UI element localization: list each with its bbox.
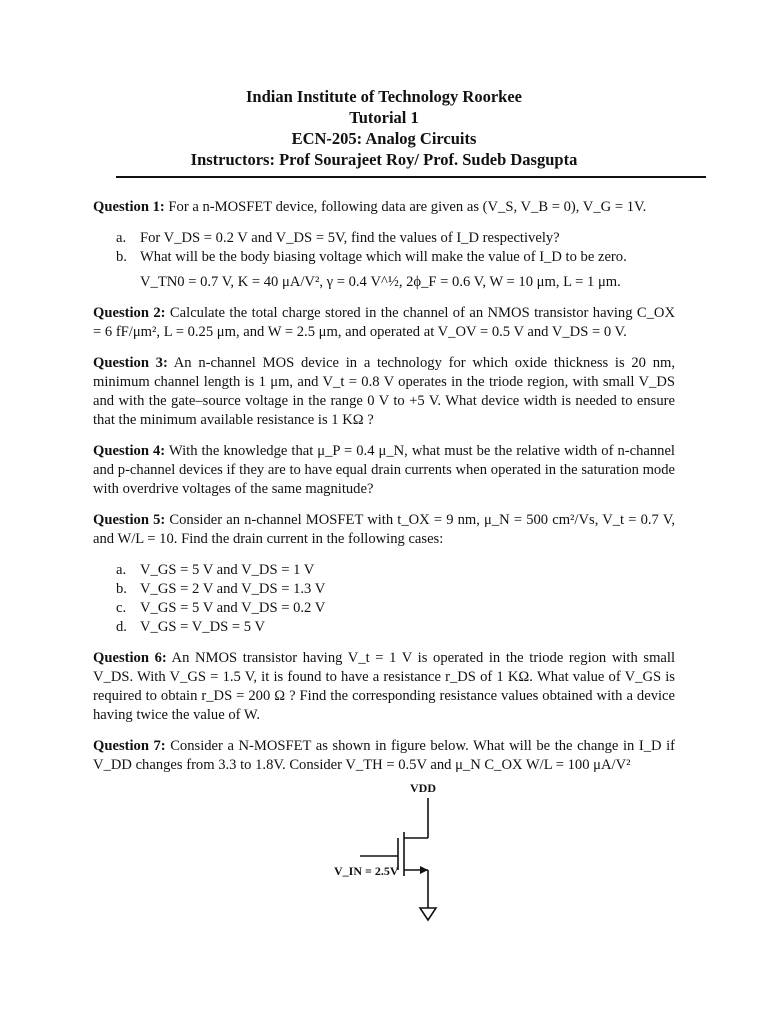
question-1 <box>93 198 675 217</box>
question-7-text: Consider a N-MOSFET as shown in figure below. What will be the change in I_D if V_DD changes from 3.3 to 1.8V. Consider V_TH = 0.5V and μ_N C_OX W/L = 100 μA/V² <box>93 738 675 773</box>
question-7-label: Question 7: <box>93 738 166 754</box>
question-7 <box>93 737 675 775</box>
question-2-text: Calculate the total charge stored in the channel of an NMOS transistor having C_OX = 6 fF/μm², L = 0.25 μm, and W = 2.5 μm, and operated at V_OV = 0.5 V and V_DS = 0 V. <box>93 305 676 340</box>
question-5-text: Consider an n-channel MOSFET with t_OX = 9 nm, μ_N = 500 cm²/Vs, V_t = 0.7 V, and W/L = 10. Find the drain current in the following cases: <box>93 512 675 547</box>
question-5 <box>93 511 675 549</box>
ground-icon <box>420 908 436 920</box>
question-4-label: Question 4: <box>93 443 166 459</box>
question-5-part-c: c. V_GS = 5 V and V_DS = 0.2 V <box>116 600 326 616</box>
question-2 <box>93 304 675 342</box>
question-3-text: An n-channel MOS device in a technology for which oxide thickness is 20 nm, minimum channel length is 1 μm, and V_t = 0.8 V operates in the triode region, with small V_DS and with the gate–source voltage in the range 0 V to +5 V. What device width is needed to ensure that the minimum available resistance is 1 KΩ ? <box>93 355 675 428</box>
question-5-part-d: d. V_GS = V_DS = 5 V <box>116 619 265 635</box>
question-6 <box>93 649 675 725</box>
question-2-label: Question 2: <box>93 305 166 321</box>
question-6-text: An NMOS transistor having V_t = 1 V is operated in the triode region with small V_DS. With V_GS = 1.5 V, it is found to have a resistance r_DS of 1 KΩ. What value of V_GS is required to obtain r_DS = 200 Ω ? Find the corresponding resistance values obtained with a device having twice the value of W. <box>93 650 676 723</box>
course-title: ECN-205: Analog Circuits <box>291 129 477 148</box>
question-4-text: With the knowledge that μ_P = 0.4 μ_N, what must be the relative width of n-channel and p-channel devices if they are to have equal drain currents when operated in the saturation mode with overdrive voltages of the same magnitude? <box>93 443 675 497</box>
question-5-parts <box>93 561 675 637</box>
question-1-parts <box>93 229 675 267</box>
source-arrow-icon <box>420 866 428 874</box>
question-3 <box>93 354 675 430</box>
questions-body <box>93 198 675 787</box>
question-1-parameters: V_TN0 = 0.7 V, K = 40 μA/V², γ = 0.4 V^½, 2ϕ_F = 0.6 V, W = 10 μm, L = 1 μm. <box>140 274 621 290</box>
question-3-label: Question 3: <box>93 355 168 371</box>
institute-name: Indian Institute of Technology Roorkee <box>246 87 522 106</box>
question-1-part-a-text: For V_DS = 0.2 V and V_DS = 5V, find the values of I_D respectively? <box>140 230 560 246</box>
question-1-text: For a n-MOSFET device, following data are given as (V_S, V_B = 0), V_G = 1V. <box>168 199 647 215</box>
question-5-label: Question 5: <box>93 512 166 528</box>
document-header <box>0 86 768 170</box>
question-1-part-b: b. What will be the body biasing voltage which will make the value of I_D to be zero. <box>116 249 627 265</box>
nmos-circuit-diagram <box>320 776 500 936</box>
tutorial-title: Tutorial 1 <box>349 108 419 127</box>
header-divider <box>116 176 706 178</box>
question-5-part-a: a. V_GS = 5 V and V_DS = 1 V <box>116 562 315 578</box>
question-4 <box>93 442 675 499</box>
question-1-part-b-text: What will be the body biasing voltage which will make the value of I_D to be zero. <box>140 249 627 265</box>
instructors: Instructors: Prof Sourajeet Roy/ Prof. Sudeb Dasgupta <box>190 150 578 169</box>
question-1-part-a: a. For V_DS = 0.2 V and V_DS = 5V, find the values of I_D respectively? <box>116 230 560 246</box>
vdd-label: VDD <box>410 781 436 795</box>
question-6-label: Question 6: <box>93 650 167 666</box>
vin-label: V_IN = 2.5V <box>334 864 399 878</box>
question-1-label: Question 1: <box>93 199 165 215</box>
question-5-part-b: b. V_GS = 2 V and V_DS = 1.3 V <box>116 581 326 597</box>
